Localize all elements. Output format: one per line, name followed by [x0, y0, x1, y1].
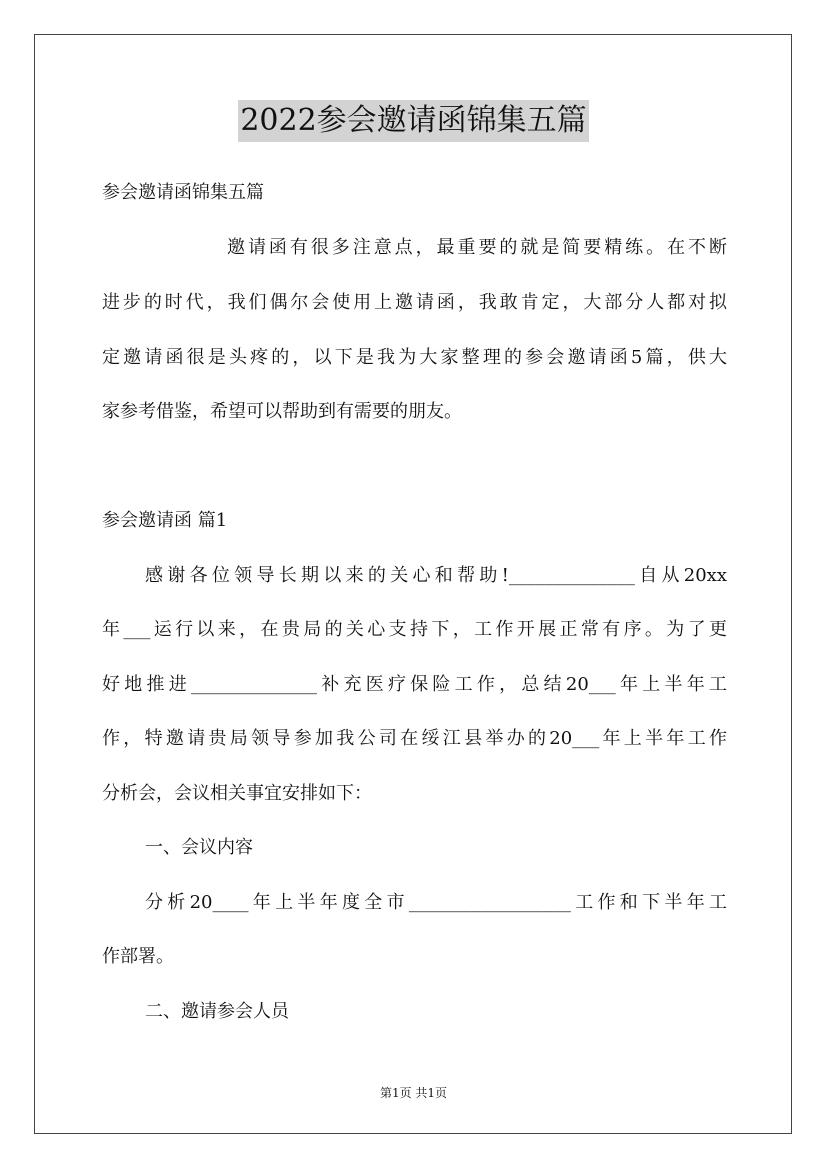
page-footer: 第1页 共1页: [379, 1086, 448, 1100]
item2-heading: 二、邀请参会人员: [145, 1001, 289, 1022]
intro-line-4: 家参考借鉴，希望可以帮助到有需要的朋友。: [102, 401, 462, 422]
section1-line-5: 分析会，会议相关事宜安排如下：: [102, 783, 372, 804]
intro-line-3: 定邀请函很是头疼的，以下是我为大家整理的参会邀请函5篇，供大: [102, 347, 727, 368]
section1-heading: 参会邀请函 篇1: [102, 510, 228, 531]
item1-line-1: 分析20____年上半年度全市__________________工作和下半年工: [145, 892, 727, 913]
section1-line-2: 年___运行以来，在贵局的关心支持下，工作开展正常有序。为了更: [102, 619, 727, 640]
document-title: 2022参会邀请函锦集五篇: [238, 100, 588, 142]
item1-line-2: 作部署。: [102, 946, 174, 967]
section1-line-1: 感谢各位领导长期以来的关心和帮助!______________自从20xx: [145, 565, 727, 586]
section1-line-4: 作，特邀请贵局领导参加我公司在绥江县举办的20___年上半年工作: [102, 728, 727, 749]
title-block: [0, 100, 827, 142]
item1-heading: 一、会议内容: [145, 837, 253, 858]
intro-line-2: 进步的时代，我们偶尔会使用上邀请函，我敢肯定，大部分人都对拟: [102, 292, 727, 313]
section1-line-3: 好地推进______________补充医疗保险工作，总结20___年上半年工: [102, 674, 727, 695]
intro-line-1: 邀请函有很多注意点，最重要的就是简要精练。在不断: [227, 237, 727, 258]
document-subtitle: 参会邀请函锦集五篇: [102, 182, 264, 203]
